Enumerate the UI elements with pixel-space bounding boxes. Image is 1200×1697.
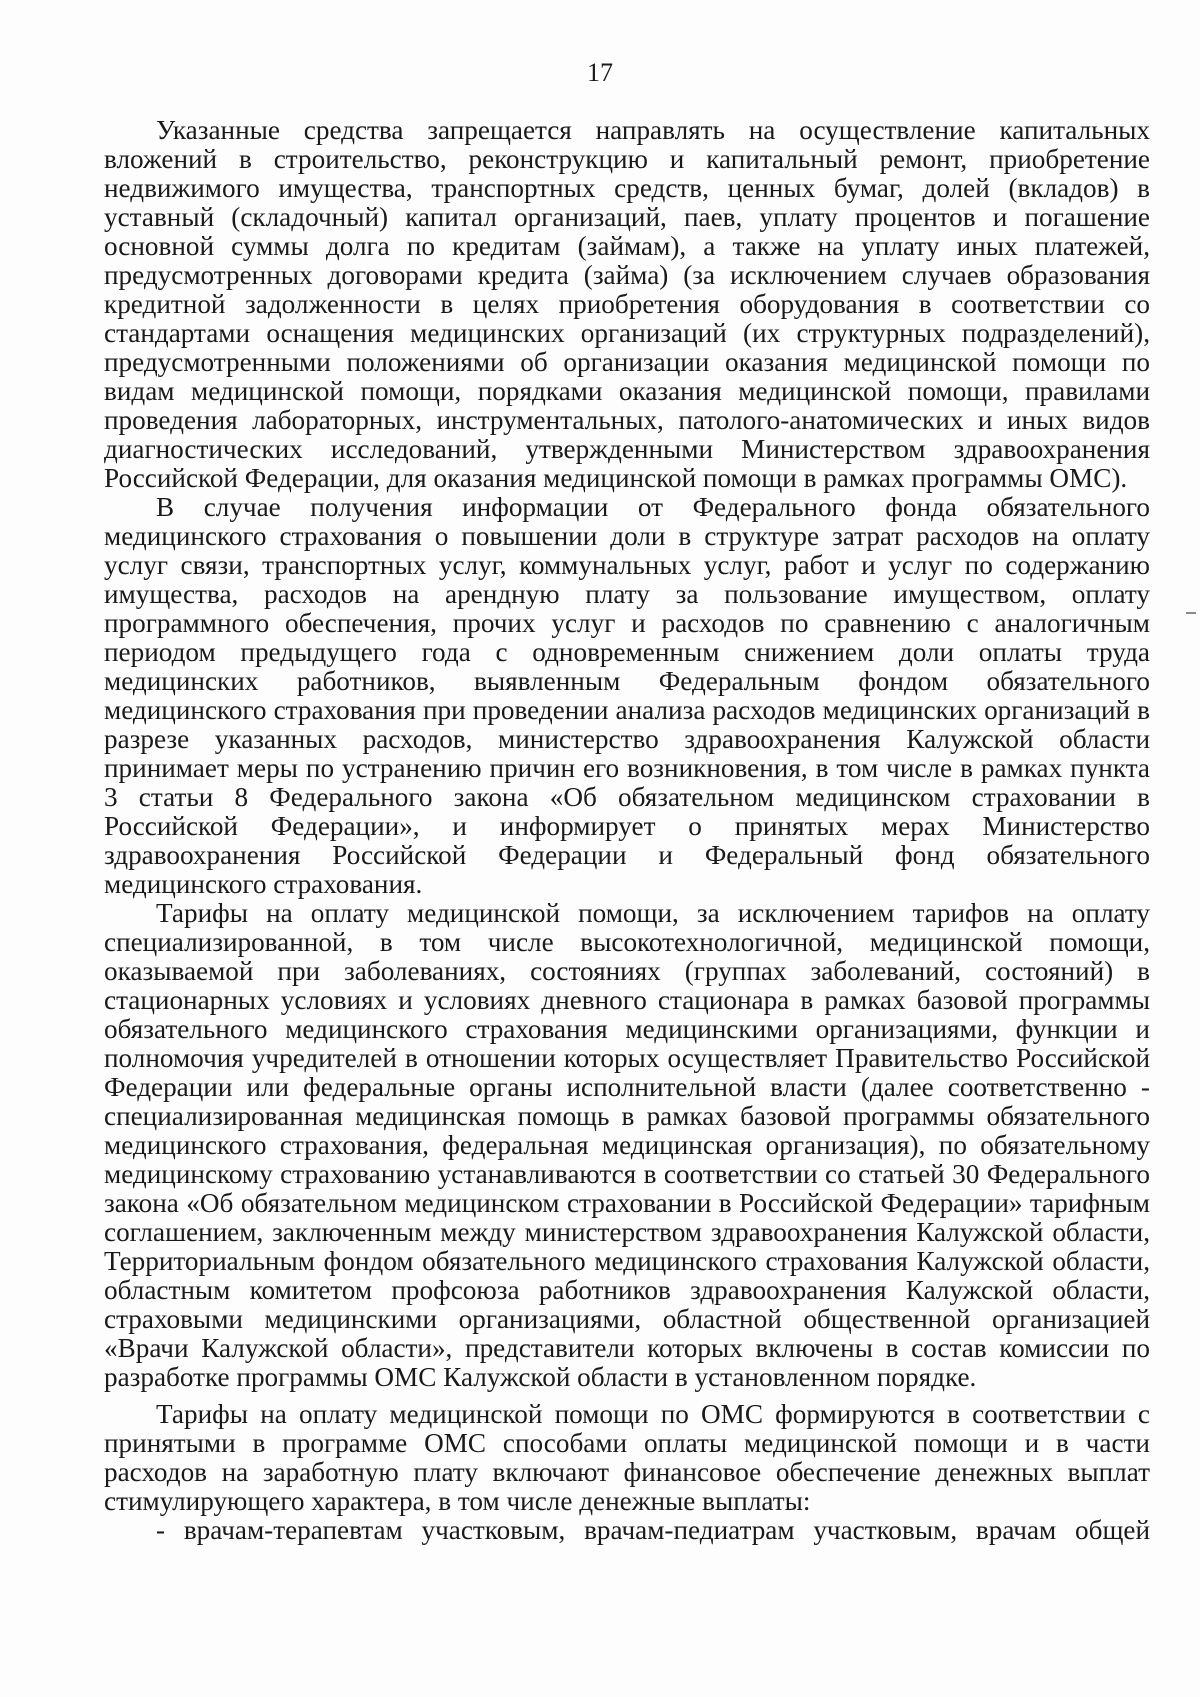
document-body xyxy=(104,116,1150,1545)
margin-mark xyxy=(1186,612,1196,614)
page-number: 17 xyxy=(587,58,613,87)
paragraph-ffoms-information: В случае получения информации от Федерального фонда обязательного медицинского страхования о повышении доли в структуре затрат расходов на оплату услуг связи, транспортных услуг, коммунальных услуг, работ и услуг по содержанию имущества, расходов на арендную плату за пользование имуществом, оплату программного обеспечения, прочих услуг и расходов по сравнению с аналогичным периодом предыдущего года с одновременным снижением доли оплаты труда медицинских работников, выявленным Федеральным фондом обязательного медицинского страхования при проведении анализа расходов медицинских организаций в разрезе указанных расходов, министерство здравоохранения Калужской области принимает меры по устранению причин его возникновения, в том числе в рамках пункта 3 статьи 8 Федерального закона «Об обязательном медицинском страховании в Российской Федерации», и информирует о принятых мерах Министерство здравоохранения Российской Федерации и Федеральный фонд обязательного медицинского страхования. xyxy=(104,492,1150,899)
paragraph-capital-investments: Указанные средства запрещается направлять на осуществление капитальных вложений в строительство, реконструкцию и капитальный ремонт, приобретение недвижимого имущества, транспортных средств, ценных бумаг, долей (вкладов) в уставный (складочный) капитал организаций, паев, уплату процентов и погашение основной суммы долга по кредитам (займам), а также на уплату иных платежей, предусмотренных договорами кредита (займа) (за исключением случаев образования кредитной задолженности в целях приобретения оборудования в соответствии со стандартами оснащения медицинских организаций (их структурных подразделений), предусмотренными положениями об организации оказания медицинской помощи по видам медицинской помощи, порядками оказания медицинской помощи, правилами проведения лабораторных, инструментальных, патолого-анатомических и иных видов диагностических исследований, утвержденными Министерством здравоохранения Российской Федерации, для оказания медицинской помощи в рамках программы ОМС). xyxy=(104,115,1150,493)
paragraph-tariffs-specialized-care: Тарифы на оплату медицинской помощи, за исключением тарифов на оплату специализированной, в том числе высокотехнологичной, медицинской помощи, оказываемой при заболеваниях, состояниях (группах заболеваний, состояний) в стационарных условиях и условиях дневного стационара в рамках базовой программы обязательного медицинского страхования медицинскими организациями, функции и полномочия учредителей в отношении которых осуществляет Правительство Российской Федерации или федеральные органы исполнительной власти (далее соответственно - специализированная медицинская помощь в рамках базовой программы обязательного медицинского страхования, федеральная медицинская организация), по обязательному медицинскому страхованию устанавливаются в соответствии со статьей 30 Федерального закона «Об обязательном медицинском страховании в Российской Федерации» тарифным соглашением, заключенным между министерством здравоохранения Калужской области, Территориальным фондом обязательного медицинского страхования Калужской области, областным комитетом профсоюза работников здравоохранения Калужской области, страховыми медицинскими организациями, областной общественной организацией «Врачи Калужской области», представители которых включены в состав комиссии по разработке программы ОМС Калужской области в установленном порядке. xyxy=(104,898,1150,1392)
list-item-district-doctors: - врачам-терапевтам участковым, врачам-педиатрам участковым, врачам общей xyxy=(156,1515,1150,1545)
paragraph-tariffs-formation: Тарифы на оплату медицинской помощи по ОМС формируются в соответствии с принятыми в программе ОМС способами оплаты медицинской помощи и в части расходов на заработную плату включают финансовое обеспечение денежных выплат стимулирующего характера, в том числе денежные выплаты: xyxy=(104,1399,1150,1516)
